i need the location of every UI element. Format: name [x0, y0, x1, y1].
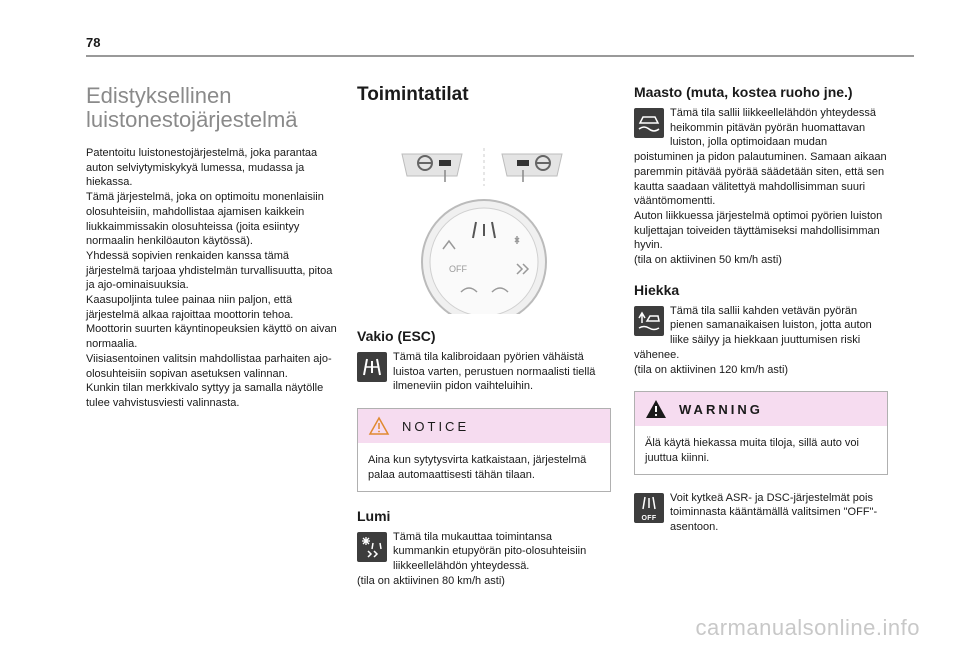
warning-header: [635, 392, 887, 426]
maasto-text: Tämä tila sallii liikkeellelähdön yhteydessä heikommin pitävän pyörän huomattavan luiston, jolla optimoidaan mudan poistuminen ja pidon palautuminen. Samaan aikaan paremmin pitävää pyörää säädetään siten, että sen kautta saadaan välitettyä mahdollisimman suuri vääntömomentti. Auton liikkuessa järjestelmä optimoi pyörien luiston kuljettajan toiveiden täyttämiseksi mahdollisimman hyvin. (tila on aktiivinen 50 km/h asti): [634, 107, 887, 267]
mode-selector-figure: [357, 114, 611, 314]
vakio-text: Tämä tila kalibroidaan pyörien vähäistä luistoa varten, perustuen normaalisti tiellä ilmeneviin pidon vaihteluihin.: [393, 351, 596, 393]
mode-lumi: [357, 508, 611, 589]
hiekka-text: Tämä tila sallii kahden vetävän pyörän pienen samanaikaisen luiston, jotta auton liike säilyy ja hiekkaan juuttumisen riski vähenee. (tila on aktiivinen 120 km/h asti): [634, 304, 872, 376]
header-rule: [86, 55, 914, 57]
off-tip: [634, 491, 888, 535]
esc-mode-icon: [357, 352, 387, 382]
warning-triangle-icon: [645, 399, 667, 419]
section-title: Edistyksellinen luistonestojärjestelmä: [86, 83, 298, 132]
warning-text: Älä käytä hiekassa muita tiloja, sillä auto voi juuttua kiinni.: [645, 437, 859, 464]
vakio-heading: Vakio (ESC): [357, 328, 436, 344]
off-mode-icon: [634, 493, 664, 523]
steering-left-icon: [402, 154, 462, 182]
warning-label: WARNING: [679, 401, 763, 417]
mud-mode-icon: [634, 108, 664, 138]
warning-box: [634, 391, 888, 474]
notice-label: NOTICE: [402, 418, 470, 434]
modes-heading: Toimintatilat: [357, 84, 469, 105]
intro-text: Patentoitu luistonestojärjestelmä, joka parantaa auton selviytymiskykyä lumessa, mudassa ja hiekassa. Tämä järjestelmä, joka on optimoitu monenlaisiin olosuhteisiin, mahdollistaa ajamisen kaikkein liukkaimmissakin olosuhteissa (joita esiintyy normaalin henkilöauton käytössä). Yhdessä sopivien renkaiden kanssa tämä järjestelmä tarjoaa yhdistelmän turvallisuutta, pitoa ja ajo-ominaisuuksia. Kaasupoljinta tulee painaa niin paljon, että järjestelmä alkaa rajoittaa moottorin tehoa. Moottorin suurten käyntinopeuksien käyttö on aivan normaalia. Viisiasentoinen valitsin mahdollistaa parhaiten ajo-olosuhteisiin sopivan asetuksen valinnan. Kunkin tilan merkkivalo syttyy ja samalla näytölle tulee vahvistusviesti valinnasta.: [86, 147, 337, 409]
notice-box: [357, 408, 611, 491]
watermark: carmanualsonline.info: [695, 615, 920, 640]
right-column: [634, 84, 888, 549]
snow-mode-icon: [357, 532, 387, 562]
notice-triangle-icon: [368, 416, 390, 436]
mode-dial: [422, 200, 546, 314]
middle-column: [357, 84, 611, 602]
mode-vakio: [357, 328, 611, 394]
page-number: 78: [86, 35, 101, 50]
hiekka-heading: Hiekka: [634, 281, 680, 298]
off-tip-text: Voit kytkeä ASR- ja DSC-järjestelmät pois toiminnasta kääntämällä valitsimen "OFF"-asentoon.: [670, 491, 878, 534]
notice-text: Aina kun sytytysvirta katkaistaan, järjestelmä palaa automaattisesti tähän tilaan.: [368, 454, 587, 481]
steering-right-icon: [502, 154, 562, 182]
lumi-heading: Lumi: [357, 507, 391, 524]
notice-header: [358, 409, 610, 443]
selector-illustration: [357, 114, 611, 314]
off-icon-label: OFF: [641, 514, 657, 522]
mode-hiekka: [634, 282, 888, 378]
lumi-text: Tämä tila mukauttaa toimintansa kummankin etupyörän pito-olosuhteisiin liikkeellelähdön yhteydessä. (tila on aktiivinen 80 km/h asti): [357, 530, 587, 587]
mode-maasto: [634, 84, 888, 268]
maasto-heading: Maasto (muta, kostea ruoho jne.): [634, 84, 853, 100]
dial-off-label: OFF: [449, 264, 467, 274]
left-column: [86, 84, 340, 411]
sand-mode-icon: [634, 306, 664, 336]
